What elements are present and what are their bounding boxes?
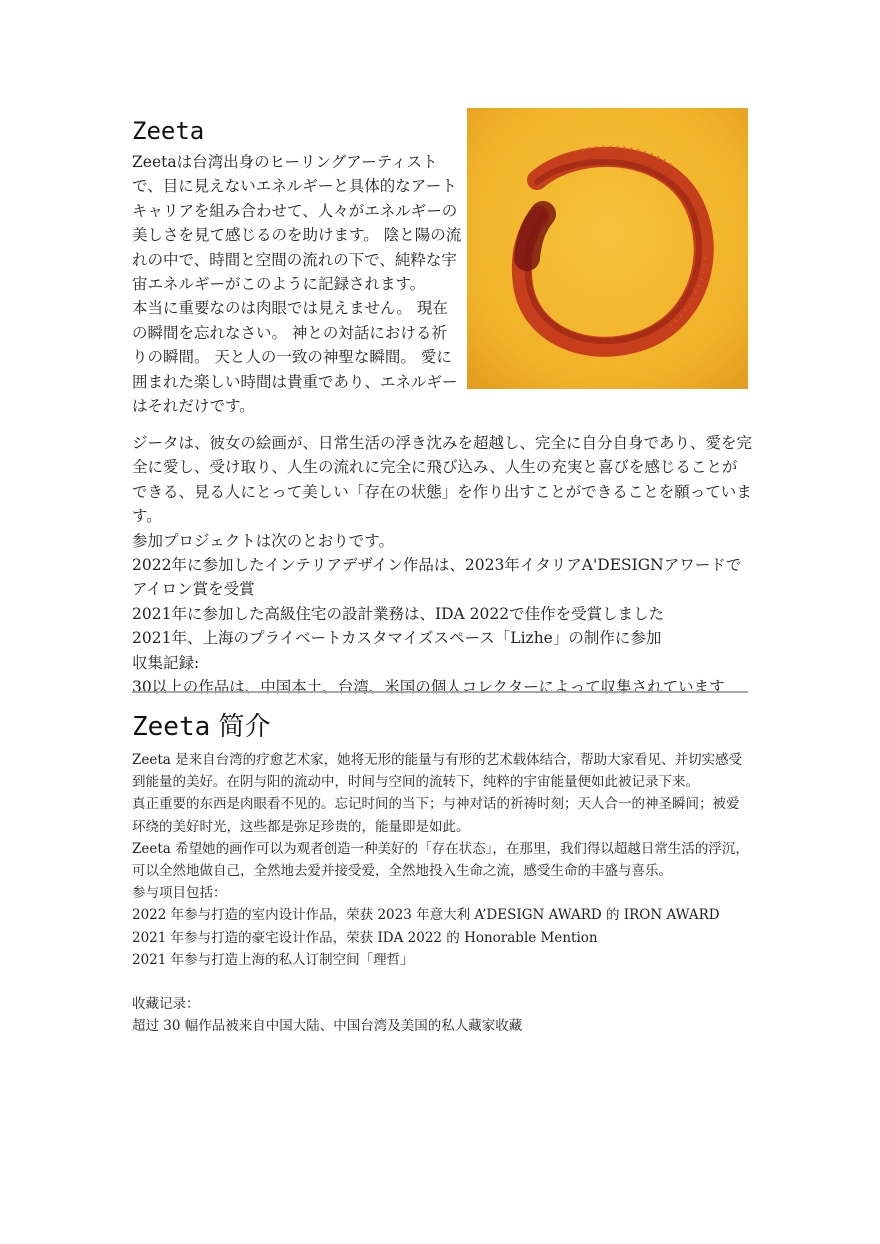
paragraph: 2021 年参与打造上海的私人订制空间「理哲」 [132,951,414,968]
paragraph: Zeeta 是来自台湾的疗愈艺术家，她将无形的能量与有形的艺术载体结合，帮助大家看见、并切实感受到能量的美好。在阴与阳的流动中，时间与空间的流转下，纯粹的宇宙能量便如此被记录下来。 [132,752,743,791]
paragraph: 2021年に参加した高級住宅の設計業務は、IDA 2022で佳作を受賞しました [132,604,665,623]
japanese-title: Zeeta [132,117,205,145]
chinese-title [132,710,271,744]
enso-artwork [467,108,748,389]
section-divider [132,691,748,693]
paragraph: 収集記録: [132,653,200,672]
collection-label: 收藏记录： [132,996,200,1013]
chinese-title-han: 简介 [218,712,271,742]
paragraph: 30以上の作品は、中国本土、台湾、米国の個人コレクターによって収集されています [132,678,725,697]
paragraph: 2022 年参与打造的室内设计作品，荣获 2023 年意大利 A’DESIGN AWARD 的 IRON AWARD [132,907,720,924]
spacer [132,971,752,993]
paragraph: 参与项目包括： [132,885,227,902]
paragraph: ジータは、彼女の絵画が、日常生活の浮き沈みを超越し、完全に自分自身であり、愛を完全に愛し、受け取り、人生の流れに完全に飛び込み、人生の充実と喜びを感じることができる、見る人にとって美しい「存在の状態」を作り出すことができることを願っています。 [132,434,753,526]
paragraph: Zeetaは台湾出身のヒーリングアーティストで、目に見えないエネルギーと具体的なアートキャリアを組み合わせて、人々がエネルギーの美しさを見て感じるのを助けます。 陰と陽の流れの中で、時間と空間の流れの下で、純粋な宇宙エネルギーがこのように記録されます。 [132,153,462,294]
paragraph: Zeeta 希望她的画作可以为观者创造一种美好的「存在状态」，在那里，我们得以超越日常生活的浮沉，可以全然地做自己，全然地去爱并接受爱，全然地投入生命之流，感受生命的丰盛与喜乐。 [132,840,749,880]
paragraph: 2022年に参加したインテリアデザイン作品は、2023年イタリアA'DESIGNアワードでアイロン賞を受賞 [132,556,742,599]
collection-text: 超过 30 幅作品被来自中国大陆、中国台湾及美国的私人藏家收藏 [132,1018,523,1035]
paragraph: 参加プロジェクトは次のとおりです。 [132,531,394,550]
japanese-body [132,431,752,699]
paragraph: 2021年、上海のプライベートカスタマイズスペース「Lizhe」の制作に参加 [132,629,662,648]
paragraph: 2021 年参与打造的豪宅设计作品，荣获 IDA 2022 的 Honorable Mention [132,929,598,946]
chinese-title-latin: Zeeta [132,712,211,742]
paragraph: 本当に重要なのは肉眼では見えません。 現在の瞬間を忘れなさい。 神との対話における祈りの瞬間。 天と人の一致の神聖な瞬間。 愛に囲まれた楽しい時間は貴重であり、エネルギーはそれだけです。 [132,299,458,416]
chinese-body [132,749,752,1037]
enso-circle-icon [467,108,748,389]
paragraph: 真正重要的东西是肉眼看不见的。忘记时间的当下；与神对话的祈祷时刻；天人合一的神圣瞬间；被爱环绕的美好时光，这些都是弥足珍贵的，能量即是如此。 [132,796,740,835]
japanese-intro-wrapped [132,150,462,418]
